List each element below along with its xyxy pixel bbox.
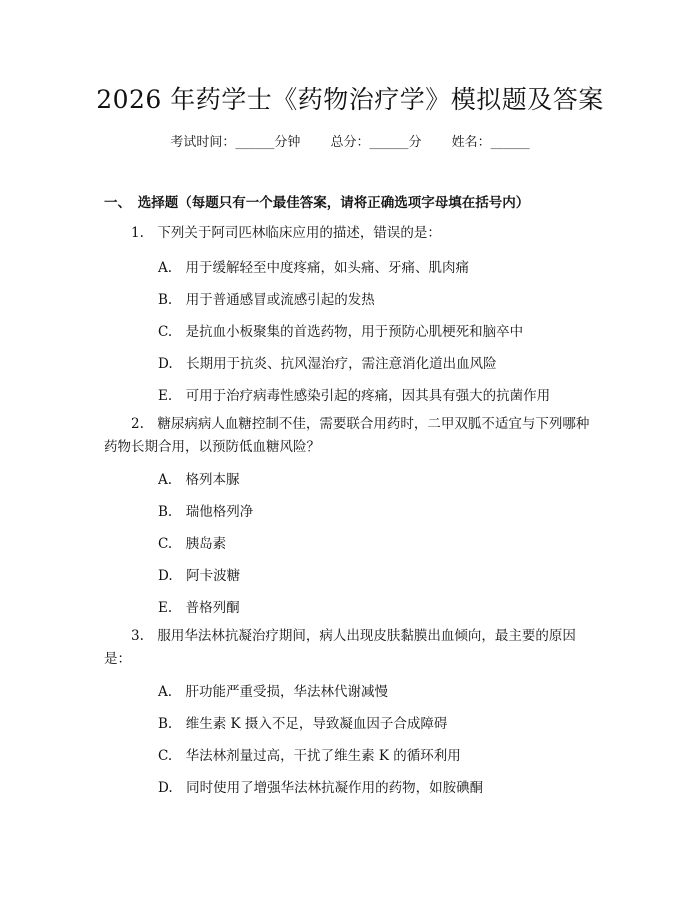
question-1-option-d: D. 长期用于抗炎、抗风湿治疗，需注意消化道出血风险: [158, 356, 497, 372]
document-title: 2026 年药学士《药物治疗学》模拟题及答案: [96, 85, 604, 114]
question-1-stem: 1. 下列关于阿司匹林临床应用的描述，错误的是：: [131, 225, 441, 241]
exam-info-line: [0, 131, 700, 150]
question-1-option-a: A. 用于缓解轻至中度疼痛，如头痛、牙痛、肌肉痛: [158, 260, 470, 276]
name-field: 姓名：______: [451, 135, 530, 150]
question-3-option-c: C. 华法林剂量过高，干扰了维生素 K 的循环利用: [158, 748, 461, 764]
section-heading: 一、 选择题（每题只有一个最佳答案，请将正确选项字母填在括号内）: [104, 195, 530, 211]
question-2-option-e: E. 普格列酮: [158, 600, 240, 616]
question-1-option-c: C. 是抗血小板聚集的首选药物，用于预防心肌梗死和脑卒中: [158, 324, 524, 340]
question-3-option-d: D. 同时使用了增强华法林抗凝作用的药物，如胺碘酮: [158, 780, 484, 796]
total-score-field: 总分：______分: [330, 135, 422, 150]
question-1-option-b: B. 用于普通感冒或流感引起的发热: [158, 292, 375, 308]
question-3-stem-line-2: 是：: [104, 651, 131, 667]
question-2-option-c: C. 胰岛素: [158, 536, 227, 552]
question-2-stem-line-1: 2. 糖尿病病人血糖控制不佳，需要联合用药时，二甲双胍不适宜与下列哪种: [131, 416, 590, 432]
question-2-option-b: B. 瑞他格列净: [158, 504, 254, 520]
question-3-option-b: B. 维生素 K 摄入不足，导致凝血因子合成障碍: [158, 716, 448, 732]
question-1-option-e: E. 可用于治疗病毒性感染引起的疼痛，因其具有强大的抗菌作用: [158, 388, 551, 404]
question-2-option-d: D. 阿卡波糖: [158, 568, 241, 584]
exam-time-field: 考试时间：______分钟: [170, 135, 301, 150]
question-3-stem-line-1: 3. 服用华法林抗凝治疗期间，病人出现皮肤黏膜出血倾向，最主要的原因: [131, 628, 576, 644]
question-3-option-a: A. 肝功能严重受损，华法林代谢减慢: [158, 684, 389, 700]
question-2-stem-line-2: 药物长期合用，以预防低血糖风险？: [104, 439, 320, 455]
question-2-option-a: A. 格列本脲: [158, 472, 240, 488]
